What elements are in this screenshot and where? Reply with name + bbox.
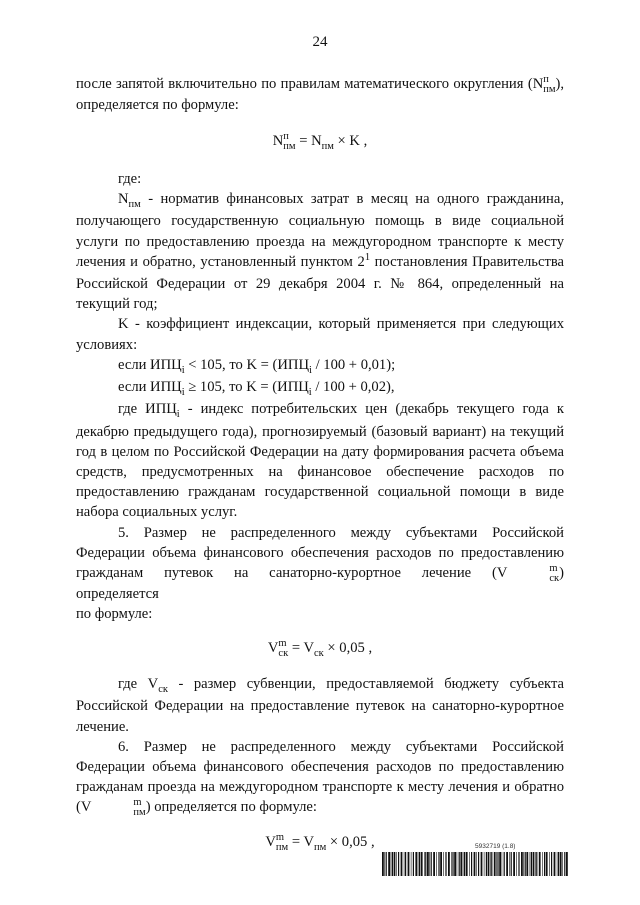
text-fragment: / 100 + 0,01); (311, 356, 396, 373)
text-fragment: × 0,05 , (326, 834, 375, 851)
equals-sign: = (288, 834, 304, 851)
paragraph-item-5-continued: по формуле: (76, 605, 153, 622)
text-fragment: 6. Размер не распределенного между субъектами Российской Федерации объема финансового обеспечения расходов по предоставлению гражданам проезда на междугородном транспорте к месту лечения и обратно ( (76, 738, 564, 816)
text-fragment: постановления Правительства Российской Федерации от 29 декабря 2004 г. № 864, определенный на текущий год; (76, 253, 564, 313)
formula-vck (76, 638, 564, 660)
sup-sub-stack (278, 639, 288, 659)
text-fragment: ) определяется (76, 564, 564, 602)
superscript: п (283, 130, 289, 142)
paragraph-k-definition: K - коэффициент индексации, который применяется при следующих условиях: (76, 316, 564, 353)
text-fragment: ) определяется по формуле: (145, 799, 317, 816)
subscript: i (309, 364, 312, 376)
subscript: i (176, 409, 180, 421)
text-fragment: - размер субвенции, предоставляемой бюджету субъекта Российской Федерации на предоставление путевок на санаторно-курортное лечение. (76, 676, 564, 735)
condition-line-2 (76, 377, 564, 399)
subscript: i (308, 387, 312, 399)
page-number: 24 (312, 34, 328, 50)
subscript: ск (158, 684, 168, 696)
subscript: ск (278, 647, 289, 659)
sup-sub-stack (543, 75, 555, 95)
text-fragment: - индекс потребительских цен (декабрь текущего года к декабрю предыдущего года), прогнозируемый (базовый вариант) на текущий год в целом по Российской Федерации на дату формирования расчета объема средств, предусмотренных на финансовое обеспечение расходов по предоставлению гражданам государственной социальной помощи в виде набора социальных услуг. (76, 401, 564, 521)
sup-sub-stack (276, 833, 288, 853)
text-fragment: где V (118, 676, 159, 693)
paragraph-item-6 (76, 737, 564, 818)
superscript: m (549, 562, 558, 574)
sup-sub-stack (91, 798, 145, 818)
symbol-letter: K (349, 132, 360, 149)
subscript: ск (549, 572, 560, 584)
text-fragment: если ИПЦ (118, 379, 182, 396)
text-fragment: ≥ 105, то K = (ИПЦ (184, 379, 309, 396)
subscript: пм (275, 841, 289, 853)
paragraph-item-5 (76, 523, 564, 604)
superscript: m (275, 831, 285, 843)
symbol-letter: V (267, 639, 279, 656)
paragraph-vck-definition (76, 674, 564, 737)
sup-sub-stack (507, 564, 559, 584)
text-fragment: , (359, 132, 368, 149)
symbol-letter: V (265, 834, 276, 851)
symbol-letter: V (80, 799, 92, 816)
text-fragment: - норматив финансовых затрат в месяц на одного гражданина, получающего государственную социальную помощь в виде социальной услуги по предоставлению проезда на междугородном транспорте к месту лечения и обратно, установленный пунктом 2 (76, 191, 564, 270)
paragraph-rounding (76, 74, 564, 115)
barcode-icon (382, 852, 568, 876)
symbol-letter: V (303, 639, 314, 656)
superscript: m (133, 797, 142, 809)
subscript: ск (313, 647, 324, 659)
symbol-n-pm-p (533, 74, 556, 95)
symbol-letter: N (272, 132, 284, 149)
times-sign: × (333, 132, 350, 149)
text-fragment: 5. Размер не распределенного между субъектами Российской Федерации объема финансового обеспечения расходов по предоставлению гражданам путевок на санаторно-курортное лечение ( (76, 524, 564, 581)
equals-sign: = (288, 639, 304, 656)
document-body (76, 74, 564, 854)
text-fragment: ( (527, 76, 533, 92)
subscript: i (181, 364, 185, 376)
paragraph-gde: где: (118, 171, 142, 188)
symbol-letter: N (311, 132, 322, 149)
subscript: пм (321, 140, 334, 152)
subscript: i (181, 387, 185, 399)
symbol-letter: N (532, 76, 544, 92)
text-line: после запятой включительно по правилам математического округления (76, 76, 524, 92)
subscript: пм (543, 83, 556, 95)
equals-sign: = (295, 132, 312, 149)
superscript: 1 (364, 251, 371, 263)
symbol-letter: V (496, 564, 508, 581)
subscript: пм (313, 842, 327, 854)
subscript: пм (128, 199, 141, 211)
text-fragment: если ИПЦ (118, 356, 182, 373)
subscript: пм (133, 807, 146, 819)
superscript: п (543, 73, 549, 85)
barcode-id: 5932719 (1.8) (475, 843, 516, 850)
condition-line-1 (76, 355, 564, 377)
text-fragment: ), определяется по формуле: (76, 76, 565, 113)
text-fragment: где ИПЦ (118, 401, 177, 418)
symbol-letter: V (303, 834, 314, 851)
sup-sub-stack (283, 132, 295, 152)
subscript: пм (283, 140, 296, 152)
paragraph-ipc-definition (76, 399, 564, 522)
text-fragment: < 105, то K = (ИПЦ (184, 356, 309, 373)
symbol-letter: N (118, 191, 129, 208)
superscript: m (278, 637, 287, 649)
paragraph-npm-definition (76, 189, 564, 314)
text-fragment: / 100 + 0,02), (311, 379, 395, 396)
formula-npm (76, 131, 564, 153)
text-fragment: × 0,05 , (323, 639, 373, 656)
